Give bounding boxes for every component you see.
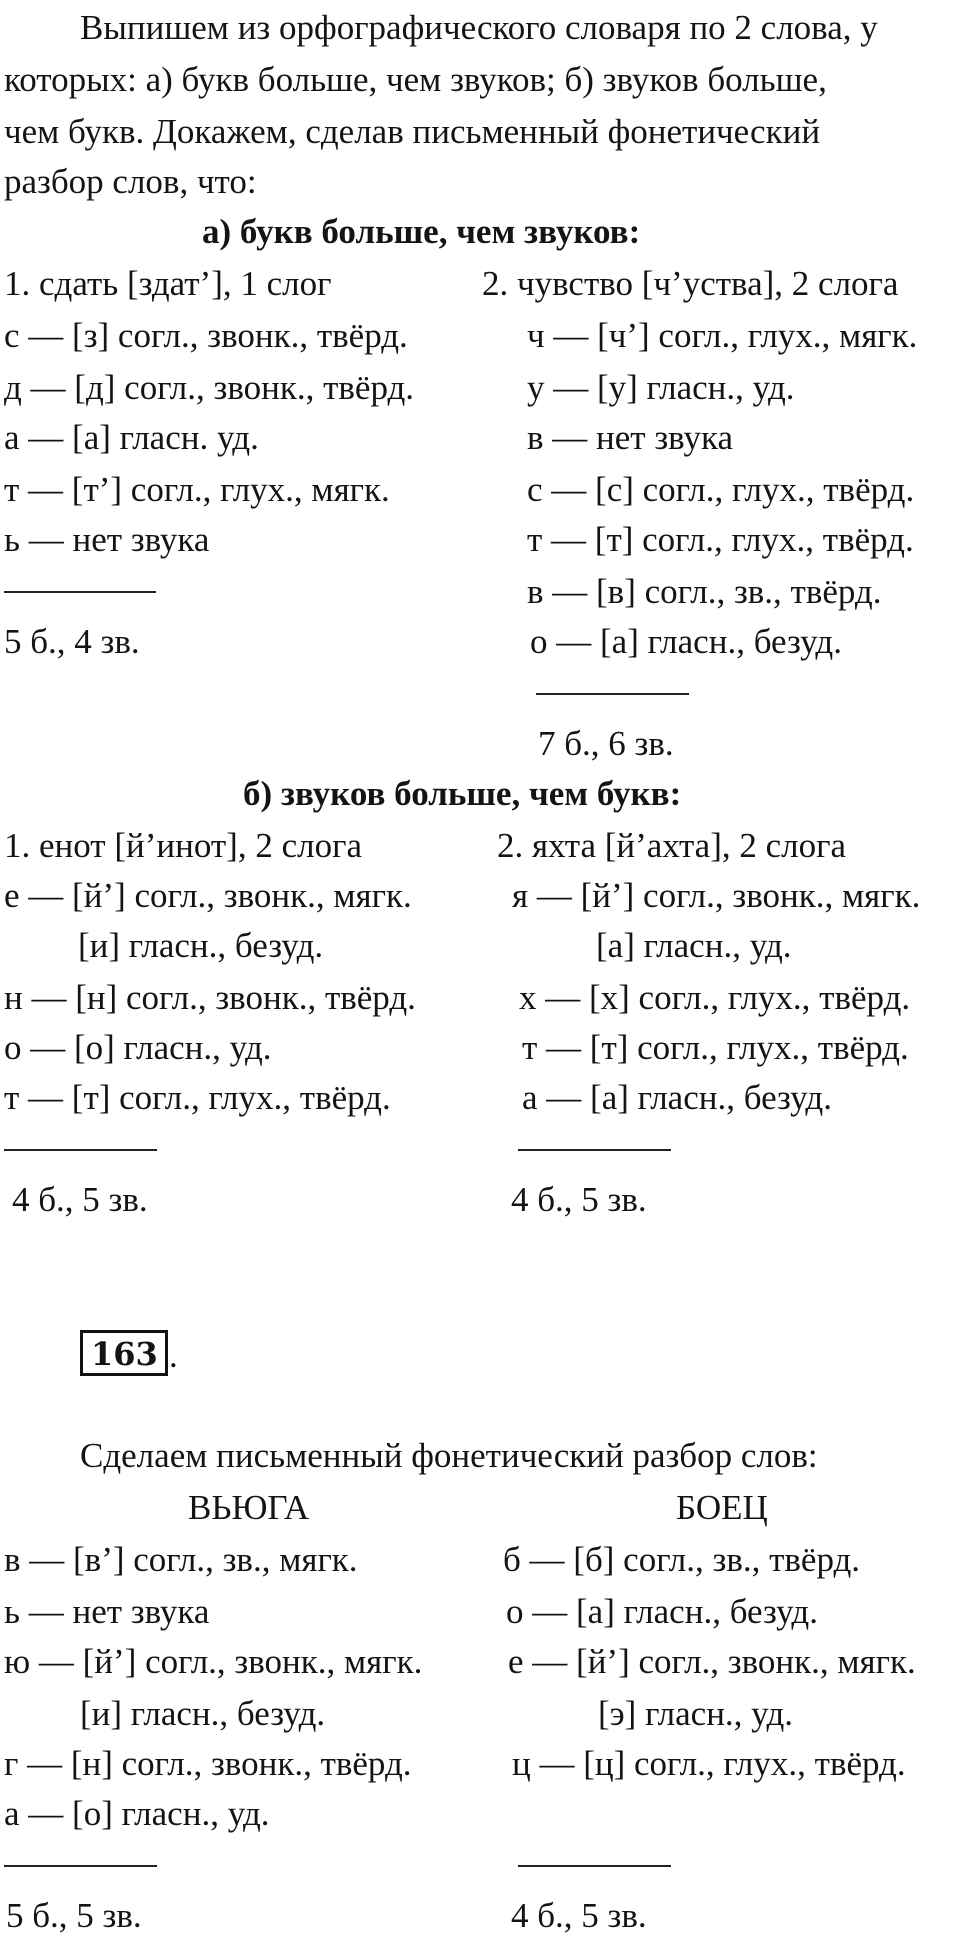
word-vyuga-heading: ВЬЮГА xyxy=(188,1488,310,1527)
analysis-line: д — [д] согл., звонк., твёрд. xyxy=(4,368,415,407)
analysis-line: о — [а] гласн., безуд. xyxy=(506,1592,818,1631)
section-a-heading: а) букв больше, чем звуков: xyxy=(202,212,641,251)
word-boets-heading: БОЕЦ xyxy=(676,1488,768,1527)
analysis-line: ч — [ч’] согл., глух., мягк. xyxy=(527,316,918,355)
word-chuvstvo-title: 2. чувство [ч’уства], 2 слога xyxy=(482,264,899,303)
analysis-line: в — [в’] согл., зв., мягк. xyxy=(4,1540,358,1579)
total-rule xyxy=(518,1149,671,1151)
analysis-line: т — [т] согл., глух., твёрд. xyxy=(4,1078,391,1117)
total-count: 7 б., 6 зв. xyxy=(538,724,674,763)
analysis-line: я — [й’] согл., звонк., мягк. xyxy=(512,876,921,915)
intro-line-1: Выпишем из орфографического словаря по 2 слова, у xyxy=(80,8,878,47)
analysis-line: ь — нет звука xyxy=(4,1592,210,1631)
analysis-line: в — [в] согл., зв., твёрд. xyxy=(527,572,882,611)
word-yakhta-title: 2. яхта [й’ахта], 2 слога xyxy=(497,826,846,865)
word-sdat-title: 1. сдать [здат’], 1 слог xyxy=(4,264,332,303)
total-count: 4 б., 5 зв. xyxy=(12,1180,148,1219)
analysis-line: с — [з] согл., звонк., твёрд. xyxy=(4,316,408,355)
analysis-line: о — [о] гласн., уд. xyxy=(4,1028,272,1067)
analysis-line: у — [у] гласн., уд. xyxy=(527,368,795,407)
analysis-line: [и] гласн., безуд. xyxy=(80,1694,326,1733)
analysis-line: а — [а] гласн. уд. xyxy=(4,418,259,457)
exercise-number-dot: . xyxy=(169,1336,178,1375)
analysis-line: с — [с] согл., глух., твёрд. xyxy=(527,470,915,509)
analysis-line: т — [т] согл., глух., твёрд. xyxy=(522,1028,909,1067)
analysis-line: х — [х] согл., глух., твёрд. xyxy=(519,978,911,1017)
total-rule xyxy=(536,693,689,695)
total-count: 5 б., 5 зв. xyxy=(6,1896,142,1935)
exercise-number-box xyxy=(80,1330,168,1376)
analysis-line: ю — [й’] согл., звонк., мягк. xyxy=(4,1642,423,1681)
word-enot-title: 1. енот [й’инот], 2 слога xyxy=(4,826,362,865)
total-rule xyxy=(4,1865,157,1867)
total-count: 4 б., 5 зв. xyxy=(511,1180,647,1219)
analysis-line: г — [н] согл., звонк., твёрд. xyxy=(4,1744,412,1783)
analysis-line: ц — [ц] согл., глух., твёрд. xyxy=(512,1744,906,1783)
analysis-line: в — нет звука xyxy=(527,418,734,457)
analysis-line: е — [й’] согл., звонк., мягк. xyxy=(4,876,412,915)
total-rule xyxy=(4,1149,157,1151)
analysis-line: т — [т] согл., глух., твёрд. xyxy=(527,520,914,559)
analysis-line: а — [а] гласн., безуд. xyxy=(522,1078,832,1117)
analysis-line: н — [н] согл., звонк., твёрд. xyxy=(4,978,416,1017)
exercise-intro: Сделаем письменный фонетический разбор слов: xyxy=(80,1436,818,1475)
analysis-line: [э] гласн., уд. xyxy=(598,1694,794,1733)
intro-line-4: разбор слов, что: xyxy=(4,162,257,201)
analysis-line: е — [й’] согл., звонк., мягк. xyxy=(508,1642,916,1681)
analysis-line: [а] гласн., уд. xyxy=(596,926,792,965)
exercise-number: 163 xyxy=(91,1335,158,1373)
analysis-line: ь — нет звука xyxy=(4,520,210,559)
analysis-line: а — [о] гласн., уд. xyxy=(4,1794,270,1833)
analysis-line: о — [а] гласн., безуд. xyxy=(530,622,842,661)
intro-line-2: которых: а) букв больше, чем звуков; б) звуков больше, xyxy=(4,60,827,99)
total-count: 5 б., 4 зв. xyxy=(4,622,140,661)
intro-line-3: чем букв. Докажем, сделав письменный фонетический xyxy=(4,112,821,151)
analysis-line: т — [т’] согл., глух., мягк. xyxy=(4,470,390,509)
total-rule xyxy=(518,1865,671,1867)
analysis-line: [и] гласн., безуд. xyxy=(78,926,324,965)
analysis-line: б — [б] согл., зв., твёрд. xyxy=(503,1540,861,1579)
total-count: 4 б., 5 зв. xyxy=(511,1896,647,1935)
total-rule xyxy=(4,591,156,593)
section-b-heading: б) звуков больше, чем букв: xyxy=(243,774,682,813)
